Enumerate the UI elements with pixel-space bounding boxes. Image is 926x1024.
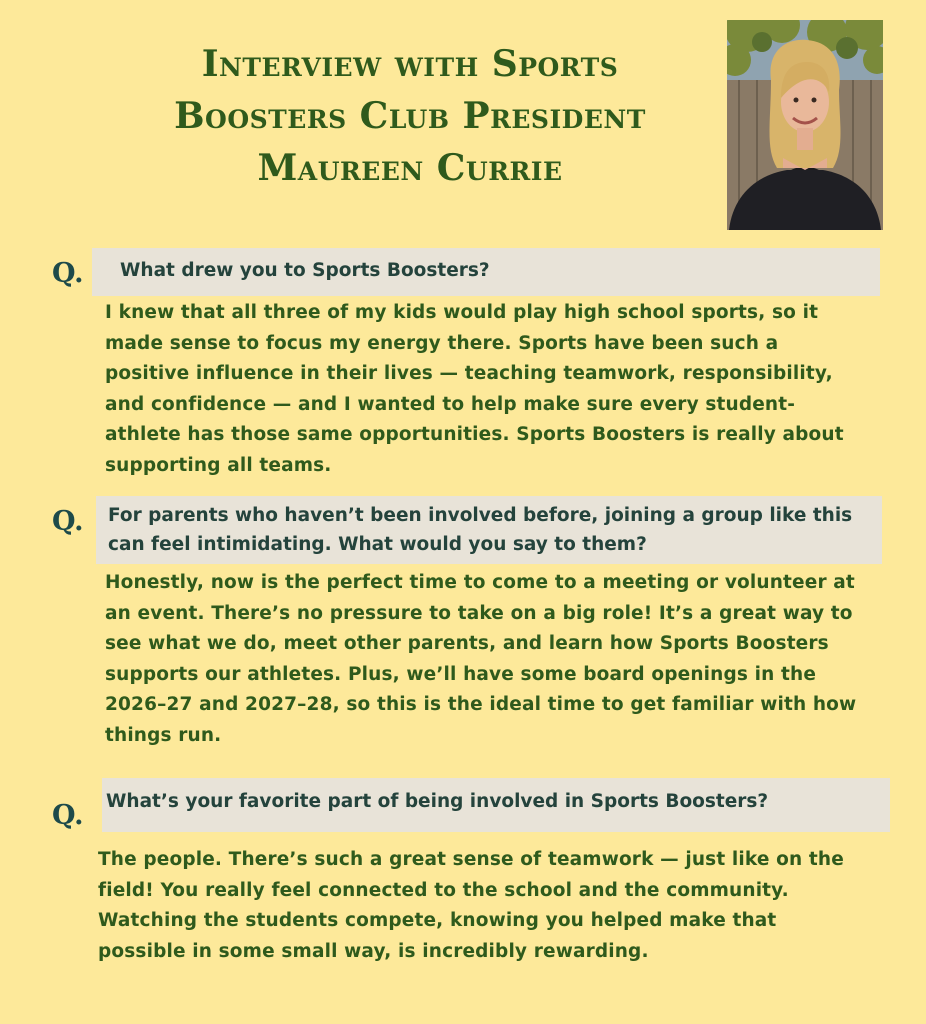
portrait-photo-icon xyxy=(727,20,883,230)
title-line-3: Maureen Currie xyxy=(257,147,563,189)
title-line-1: Interview with Sports xyxy=(201,43,619,85)
question-text: What drew you to Sports Boosters? xyxy=(120,260,490,281)
question-text: What’s your favorite part of being involved in Sports Boosters? xyxy=(106,791,769,812)
answer-text: The people. There’s such a great sense of teamwork — just like on the field! You really feel connected to the school and the community. Watching the students compete, knowing you helped make that possible in some small way, is incredibly rewarding. xyxy=(98,849,844,962)
answer-text: Honestly, now is the perfect time to come to a meeting or volunteer at an event. There’s no pressure to take on a big role! It’s a great way to see what we do, meet other parents, and learn how Sports Boosters supports our athletes. Plus, we’ll have some board openings in the 2026–27 and 2027–28, so this is the ideal time to get familiar with how things run. xyxy=(105,572,857,746)
page-title xyxy=(140,38,680,194)
question-marker: Q. xyxy=(52,506,84,537)
question-text: For parents who haven’t been involved before, joining a group like this can feel intimidating. What would you say to them? xyxy=(108,505,853,555)
question-box xyxy=(92,248,880,296)
title-line-2: Boosters Club President xyxy=(174,95,646,137)
question-box xyxy=(96,496,882,564)
question-marker: Q. xyxy=(52,800,84,831)
portrait-photo xyxy=(727,20,883,230)
question-box xyxy=(102,778,890,832)
question-marker: Q. xyxy=(52,258,84,289)
answer-text: I knew that all three of my kids would play high school sports, so it made sense to focus my energy there. Sports have been such a positive influence in their lives — teaching teamwork, responsibility, and confidence — and I wanted to help make sure every student-athlete has those same opportunities. Sports Boosters is really about supporting all teams. xyxy=(105,302,844,476)
